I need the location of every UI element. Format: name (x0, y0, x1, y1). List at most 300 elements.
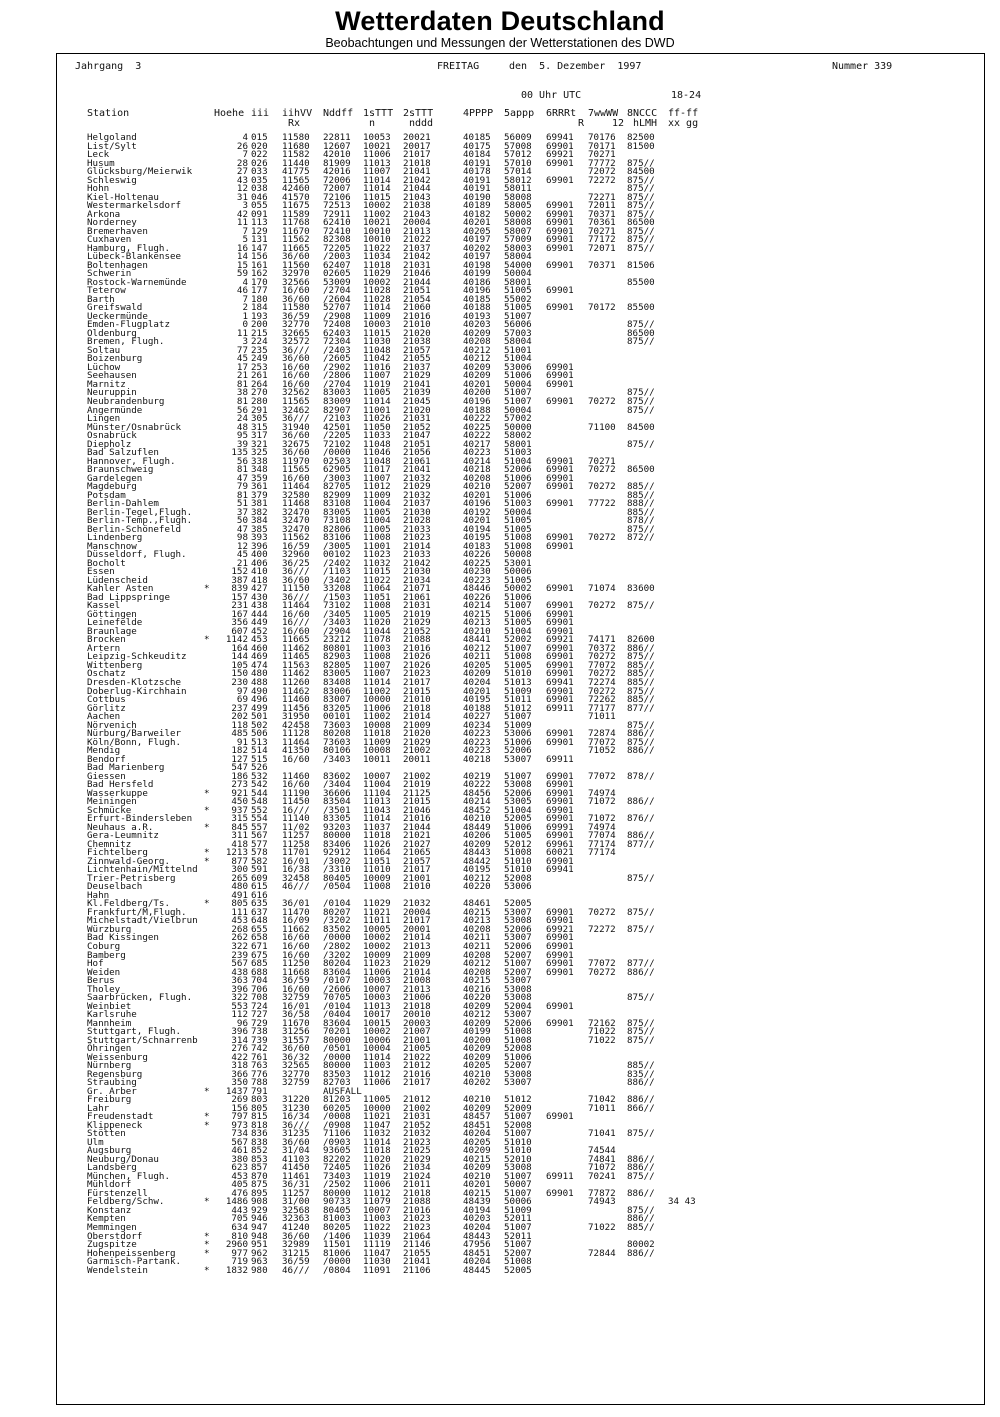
station-2sttt: 21031 (403, 600, 431, 612)
station-1sttt: 11007 (363, 370, 391, 382)
station-name: Freudenstadt (87, 1111, 154, 1123)
station-4pppp: 40196 (463, 395, 491, 407)
station-nddff: /3002 (323, 855, 351, 867)
station-2sttt: 21051 (403, 438, 431, 450)
station-4pppp: 48451 (463, 1119, 491, 1131)
station-iihvv: 36/// (282, 413, 310, 425)
station-iihvv: 36/60 (282, 251, 310, 263)
station-4pppp: 40183 (463, 540, 491, 552)
station-hoehe: 31 (236, 191, 248, 203)
station-hoehe: 973 (231, 1119, 248, 1131)
table-row (0, 1051, 1000, 1063)
station-nddff: 80801 (323, 642, 351, 654)
station-4pppp: 40204 (463, 1128, 491, 1140)
table-row (0, 659, 1000, 671)
station-nddff: 93605 (323, 1145, 351, 1157)
station-1sttt: 11026 (363, 838, 391, 850)
station-nddff: 82805 (323, 659, 351, 671)
station-nddff: 62403 (323, 327, 351, 339)
station-hoehe: 77 (236, 344, 248, 356)
station-4pppp: 48449 (463, 821, 491, 833)
station-nddff: /3402 (323, 574, 351, 586)
station-1sttt: 11003 (363, 642, 391, 654)
station-name: Braunlage (87, 625, 137, 637)
station-2sttt: 21010 (403, 694, 431, 706)
station-5appp: 50007 (504, 1179, 532, 1191)
station-5appp: 51010 (504, 864, 532, 876)
station-iii: 739 (251, 1034, 268, 1046)
table-row (0, 219, 1000, 228)
station-1sttt: 11015 (363, 191, 391, 203)
station-hoehe: 4 (242, 132, 248, 143)
table-row (0, 608, 1000, 620)
station-iihvv: 11465 (282, 651, 310, 663)
station-2sttt: 20004 (403, 906, 431, 918)
station-name: Marnitz (87, 378, 126, 390)
station-2sttt: 21018 (403, 157, 431, 169)
station-5appp: 52007 (504, 949, 532, 961)
station-name: Berlin-Tegel,Flugh. (87, 506, 193, 518)
station-8nccc: 885// (627, 506, 655, 518)
station-2sttt: 21013 (403, 940, 431, 952)
station-5appp: 52005 (504, 898, 532, 910)
station-iihvv: 11128 (282, 728, 310, 740)
station-4pppp: 40209 (463, 1102, 491, 1114)
station-nddff: 83502 (323, 923, 351, 935)
station-2sttt: 21057 (403, 855, 431, 867)
station-iihvv: 11565 (282, 174, 310, 186)
station-6rrrt: 69901 (546, 455, 574, 467)
station-1sttt: 10007 (363, 770, 391, 782)
table-row (0, 653, 1000, 662)
station-5appp: 50006 (504, 1196, 532, 1208)
station-1sttt: 11018 (363, 259, 391, 271)
station-4pppp: 40208 (463, 949, 491, 961)
station-iii: 020 (251, 140, 268, 152)
station-nddff: 72007 (323, 183, 351, 195)
station-nddff: /0908 (323, 1119, 351, 1131)
table-row (0, 619, 1000, 628)
station-2sttt: 21046 (403, 804, 431, 816)
station-iii: 382 (251, 506, 268, 518)
station-1sttt: 11016 (363, 361, 391, 373)
station-hoehe: 28 (236, 157, 248, 169)
station-8nccc: 886// (627, 1077, 655, 1089)
table-row (0, 259, 1000, 271)
station-name: Lüdenscheid (87, 574, 148, 586)
station-nddff: /2003 (323, 251, 351, 263)
station-8nccc: 875// (627, 1204, 655, 1216)
station-5appp: 52008 (504, 1119, 532, 1131)
station-iihvv: 16/60 (282, 932, 310, 944)
station-6rrrt: 69901 (546, 472, 574, 484)
station-iii: 838 (251, 1136, 268, 1148)
station-2sttt: 21032 (403, 898, 431, 910)
station-hoehe: 300 (231, 864, 248, 876)
station-name: Potsdam (87, 489, 126, 501)
station-6rrrt: 69901 (546, 668, 574, 680)
station-1sttt: 11011 (363, 915, 391, 927)
station-nddff: 00101 (323, 711, 351, 723)
station-nddff: 02503 (323, 455, 351, 467)
station-1sttt: 11012 (363, 1068, 391, 1080)
station-iihvv: 11464 (282, 600, 310, 612)
station-name: Straubing (87, 1077, 137, 1089)
station-1sttt: 11014 (363, 1051, 391, 1063)
station-8nccc: 875// (627, 234, 655, 246)
station-nddff: 72405 (323, 1162, 351, 1174)
station-8nccc: 885// (627, 694, 655, 706)
station-2sttt: 21060 (403, 302, 431, 314)
station-4pppp: 40209 (463, 1162, 491, 1174)
station-1sttt: 11014 (363, 183, 391, 195)
station-5appp: 51010 (504, 668, 532, 680)
station-1sttt: 11007 (363, 472, 391, 484)
table-row (0, 787, 1000, 799)
station-iihvv: 32572 (282, 336, 310, 348)
station-2sttt: 21041 (403, 464, 431, 476)
station-nddff: /0804 (323, 1264, 351, 1276)
station-5appp: 51008 (504, 651, 532, 663)
station-8nccc: 875// (627, 651, 655, 663)
station-hoehe: 443 (231, 1204, 248, 1216)
station-iihvv: 32470 (282, 506, 310, 518)
station-5appp: 51007 (504, 395, 532, 407)
station-iihvv: 16/// (282, 804, 310, 816)
station-5appp: 51006 (504, 591, 532, 603)
station-1sttt: 11002 (363, 711, 391, 723)
station-6rrrt: 69901 (546, 140, 574, 152)
station-6rrrt: 69901 (546, 174, 574, 186)
station-iihvv: 36/01 (282, 898, 310, 910)
station-1sttt: 11051 (363, 591, 391, 603)
station-name: Chemnitz (87, 838, 132, 850)
station-name: Bremerhaven (87, 225, 148, 237)
station-name: Aachen (87, 711, 121, 723)
station-iii: 184 (251, 302, 268, 314)
table-row (0, 293, 1000, 305)
table-row (0, 404, 1000, 416)
station-2sttt: 21037 (403, 361, 431, 373)
station-2sttt: 21054 (403, 293, 431, 305)
station-name: Garmisch-Partank. (87, 1256, 182, 1268)
station-name: Saarbrücken, Flugh. (87, 992, 193, 1004)
station-iii: 046 (251, 191, 268, 203)
station-7wwww: 77074 (588, 830, 616, 842)
station-5appp: 51001 (504, 344, 532, 356)
station-iii: 870 (251, 1170, 268, 1182)
station-5appp: 52006 (504, 940, 532, 952)
station-iihvv: 32770 (282, 319, 310, 331)
station-8nccc: 86500 (627, 327, 655, 339)
station-nddff: 93203 (323, 821, 351, 833)
station-hoehe: 42 (236, 208, 248, 220)
station-name: Leinefelde (87, 617, 143, 629)
station-1sttt: 10007 (363, 983, 391, 995)
station-iii: 091 (251, 208, 268, 220)
station-name: Regensburg (87, 1068, 143, 1080)
table-row (0, 781, 1000, 790)
station-name: Deuselbach (87, 881, 143, 893)
station-hoehe: 230 (231, 677, 248, 688)
table-row (0, 1230, 1000, 1242)
station-iii: 616 (251, 889, 268, 901)
station-6rrrt: 69901 (546, 395, 574, 407)
station-5appp: 50004 (504, 506, 532, 518)
table-row (0, 344, 1000, 356)
station-5appp: 55002 (504, 293, 532, 305)
time-range: 18-24 (671, 90, 702, 101)
station-iihvv: 16/09 (282, 915, 310, 927)
station-5appp: 52008 (504, 872, 532, 884)
station-2sttt: 20011 (403, 753, 431, 765)
station-name: Coburg (87, 940, 121, 952)
station-4pppp: 40208 (463, 472, 491, 484)
station-4pppp: 40210 (463, 813, 491, 825)
station-nddff: /3403 (323, 753, 351, 765)
station-1sttt: 10021 (363, 217, 391, 229)
station-name: Neuburg/Donau (87, 1153, 159, 1165)
station-hoehe: 95 (236, 430, 248, 442)
station-6rrrt: 69901 (546, 259, 574, 271)
station-1sttt: 10011 (363, 753, 391, 765)
station-1sttt: 11009 (363, 489, 391, 501)
station-iii: 480 (251, 668, 268, 680)
station-2sttt: 21061 (403, 455, 431, 467)
station-4pppp: 40217 (463, 438, 491, 450)
station-2sttt: 21052 (403, 421, 431, 433)
station-1sttt: 11023 (363, 549, 391, 561)
station-nddff: /3003 (323, 472, 351, 484)
station-1sttt: 11050 (363, 421, 391, 433)
table-row (0, 747, 1000, 756)
station-5appp: 50008 (504, 549, 532, 561)
station-name: Cottbus (87, 694, 126, 706)
station-iihvv: 11582 (282, 149, 310, 161)
station-4pppp: 40209 (463, 370, 491, 382)
station-iii: 513 (251, 736, 268, 748)
station-name: Barth (87, 293, 115, 305)
station-name: Görlitz (87, 702, 126, 714)
station-hoehe: 311 (231, 830, 248, 842)
station-4pppp: 40212 (463, 872, 491, 884)
station-name: Cuxhaven (87, 234, 132, 246)
col-2sttt: 2sTTT (403, 108, 434, 119)
station-iihvv: 16/// (282, 617, 310, 629)
station-2sttt: 21056 (403, 447, 431, 459)
station-hoehe: 1 (242, 310, 248, 322)
station-6rrrt: 69901 (546, 481, 574, 493)
station-nddff: 83003 (323, 387, 351, 399)
station-4pppp: 40225 (463, 557, 491, 569)
station-iii: 460 (251, 642, 268, 654)
station-2sttt: 21106 (403, 1264, 431, 1276)
station-5appp: 57010 (504, 157, 532, 169)
station-hoehe: 157 (231, 591, 248, 603)
station-4pppp: 40223 (463, 447, 491, 459)
station-name: Ueckermünde (87, 310, 148, 322)
table-row (0, 994, 1000, 1003)
station-iihvv: 11560 (282, 259, 310, 271)
station-2sttt: 21030 (403, 566, 431, 578)
station-name: Düsseldorf, Flugh. (87, 549, 187, 561)
station-name: Bad Marienberg (87, 762, 165, 774)
station-name: Zugspitze (87, 1239, 137, 1251)
station-iii: 291 (251, 404, 268, 416)
station-4pppp: 40211 (463, 932, 491, 944)
station-4pppp: 40209 (463, 361, 491, 373)
station-name: Osnabrück (87, 430, 137, 442)
station-name: Stuttgart/Schnarrenb (87, 1034, 198, 1046)
station-nddff: /2606 (323, 983, 351, 995)
station-hoehe: 5 (242, 234, 248, 246)
page-subtitle: Beobachtungen und Messungen der Wetterstationen des DWD (325, 36, 675, 50)
station-iihvv: 41240 (282, 1222, 310, 1233)
station-nddff: 90733 (323, 1196, 351, 1208)
station-iihvv: 16/01 (282, 855, 310, 867)
station-nddff: /2605 (323, 353, 351, 365)
station-2sttt: 21029 (403, 481, 431, 493)
station-2sttt: 21014 (403, 540, 431, 552)
station-name: Diepholz (87, 438, 132, 450)
col-6rrrt: 6RRRt (546, 108, 577, 119)
station-iii: 557 (251, 821, 268, 833)
station-1sttt: 11014 (363, 174, 391, 186)
station-4pppp: 40195 (463, 532, 491, 544)
station-5appp: 51005 (504, 617, 532, 629)
table-row (0, 202, 1000, 211)
station-8nccc: 888// (627, 498, 655, 510)
station-hoehe: 38 (236, 387, 248, 399)
station-iihvv: 11250 (282, 958, 310, 970)
station-7wwww: 71022 (588, 1034, 616, 1046)
station-1sttt: 10010 (363, 225, 391, 237)
station-2sttt: 21146 (403, 1239, 431, 1251)
station-name: Gr. Arber (87, 1085, 137, 1097)
station-1sttt: 11017 (363, 464, 391, 476)
station-hoehe: 265 (231, 872, 248, 884)
station-2sttt: 21031 (403, 259, 431, 271)
col-w12: 12 (612, 118, 625, 129)
station-iii: 400 (251, 549, 268, 561)
station-name: Würzburg (87, 923, 132, 935)
station-4pppp: 40209 (463, 668, 491, 680)
station-name: Lichtenhain/Mittelnd (87, 864, 198, 876)
station-iii: 514 (251, 745, 268, 757)
station-5appp: 57002 (504, 413, 532, 425)
station-hoehe: 26 (236, 140, 248, 152)
station-iihvv: 11140 (282, 813, 310, 825)
station-iii: 803 (251, 1094, 268, 1106)
station-name: Bad Hersfeld (87, 779, 154, 791)
station-7wwww: 72162 (588, 1017, 616, 1029)
station-8nccc: 85500 (627, 302, 655, 314)
station-hoehe: 322 (231, 992, 248, 1004)
table-row (0, 1068, 1000, 1080)
station-iii: 815 (251, 1111, 268, 1123)
station-1sttt: 11104 (363, 787, 391, 799)
station-5appp: 51004 (504, 625, 532, 637)
station-nddff: 82909 (323, 489, 351, 501)
station-5appp: 53007 (504, 753, 532, 765)
station-hoehe: 0 (242, 319, 248, 331)
station-hoehe: 47 (236, 523, 248, 535)
station-iihvv: 31/00 (282, 1196, 310, 1208)
station-1sttt: 11005 (363, 1094, 391, 1106)
station-hoehe: 3 (242, 336, 248, 348)
station-2sttt: 21023 (403, 532, 431, 544)
station-2sttt: 21044 (403, 821, 431, 833)
station-2sttt: 21044 (403, 183, 431, 195)
station-8nccc: 886// (627, 966, 655, 978)
station-8nccc: 85500 (627, 276, 655, 288)
station-hoehe: 461 (231, 1145, 248, 1157)
station-1sttt: 11051 (363, 855, 391, 867)
station-8nccc: 875// (627, 225, 655, 237)
station-4pppp: 40223 (463, 745, 491, 757)
station-8nccc: 875// (627, 438, 655, 450)
station-iihvv: 41450 (282, 1162, 310, 1174)
table-row (0, 321, 1000, 330)
station-nddff: /0501 (323, 1043, 351, 1055)
station-2sttt: 21002 (403, 770, 431, 782)
station-4pppp: 40175 (463, 140, 491, 152)
station-6rrrt: 69901 (546, 736, 574, 748)
station-iihvv: 36/60 (282, 447, 310, 459)
station-5appp: 52006 (504, 1017, 532, 1029)
station-8nccc: 83600 (627, 583, 655, 595)
station-2sttt: 21043 (403, 208, 431, 220)
station-name: Bendorf (87, 753, 126, 765)
table-row (0, 372, 1000, 381)
station-1sttt: 10008 (363, 745, 391, 757)
station-7wwww: 70371 (588, 259, 616, 271)
station-6rrrt: 69901 (546, 617, 574, 629)
station-nddff: 71106 (323, 1128, 351, 1140)
station-1sttt: 10002 (363, 940, 391, 952)
table-row (0, 551, 1000, 560)
station-hoehe: 237 (231, 702, 248, 714)
station-5appp: 52011 (504, 1230, 532, 1242)
station-2sttt: 21043 (403, 191, 431, 203)
station-1sttt: 11014 (363, 813, 391, 825)
date-label: den 5. Dezember 1997 (509, 61, 642, 72)
station-1sttt: 11001 (363, 540, 391, 552)
station-1sttt: 11002 (363, 685, 391, 697)
station-1sttt: 11019 (363, 378, 391, 390)
station-iihvv: 16/60 (282, 779, 310, 791)
station-hoehe: 11 (236, 327, 248, 339)
station-5appp: 53008 (504, 992, 532, 1004)
station-iii: 761 (251, 1051, 268, 1063)
station-iii: 544 (251, 787, 268, 799)
station-4pppp: 48446 (463, 583, 491, 595)
station-1sttt: 10053 (363, 132, 391, 143)
station-5appp: 52004 (504, 1000, 532, 1012)
table-row (0, 1181, 1000, 1190)
table-row (0, 713, 1000, 722)
station-5appp: 53006 (504, 881, 532, 893)
station-nddff: 73403 (323, 1170, 351, 1182)
table-row (0, 625, 1000, 637)
station-iii: 946 (251, 1213, 268, 1225)
station-1sttt: 10002 (363, 200, 391, 212)
station-4pppp: 40230 (463, 566, 491, 578)
station-5appp: 50000 (504, 421, 532, 433)
station-5appp: 53001 (504, 557, 532, 569)
station-5appp: 56009 (504, 132, 532, 143)
station-nddff: /2704 (323, 378, 351, 390)
